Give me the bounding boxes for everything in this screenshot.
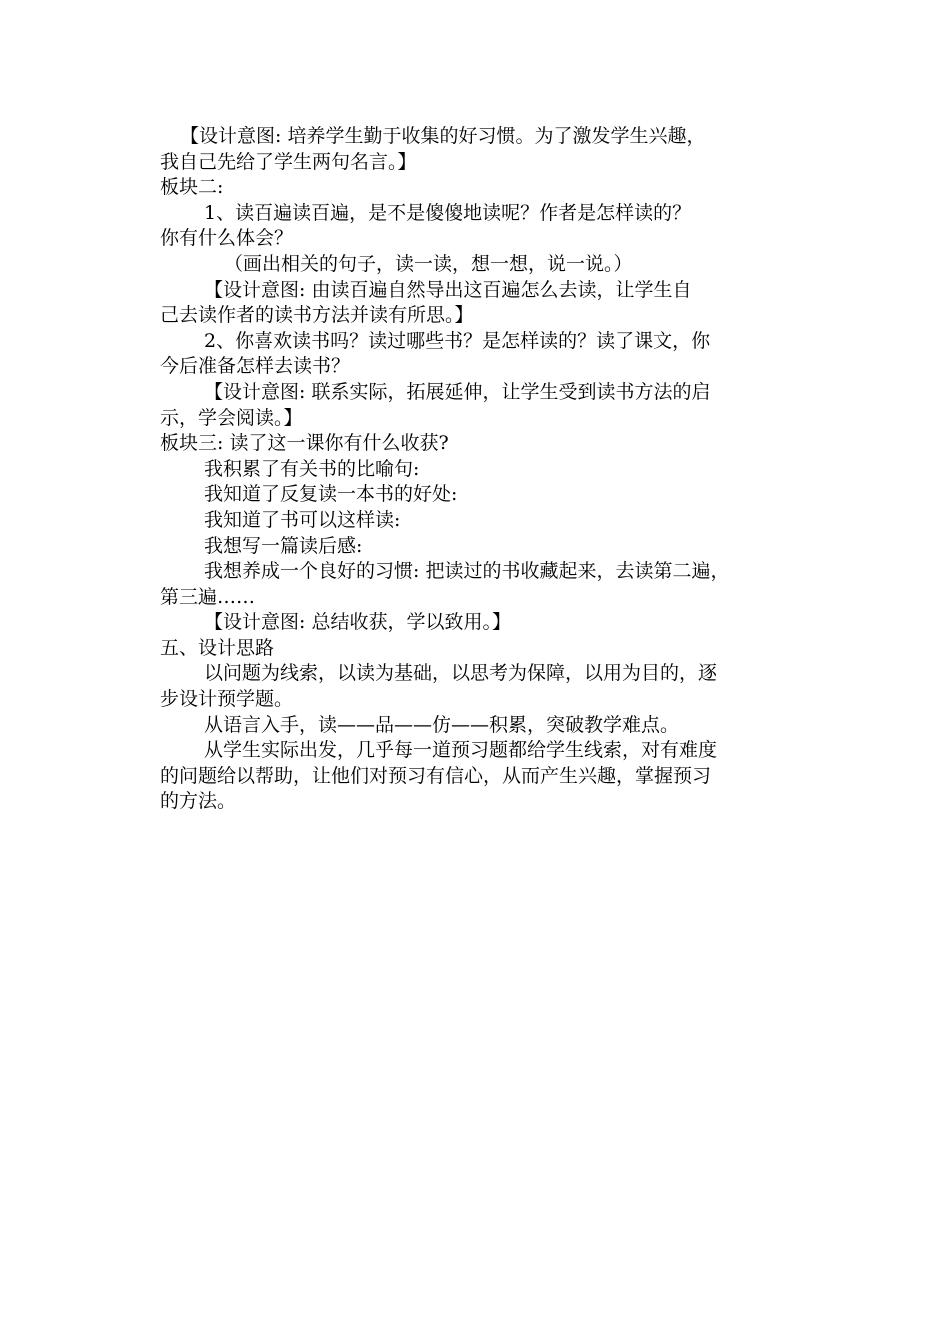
paragraph-line: （画出相关的句子，读一读，想一想，说一说。） bbox=[224, 252, 633, 275]
paragraph-line: 我想养成一个良好的习惯: 把读过的书收藏起来，去读第二遍， bbox=[204, 560, 730, 583]
paragraph-line: 以问题为线索，以读为基础，以思考为保障，以用为目的，逐 bbox=[204, 662, 718, 685]
paragraph-line: 我知道了书可以这样读: bbox=[204, 508, 401, 531]
paragraph-line: 今后准备怎样去读书？ bbox=[160, 355, 351, 378]
paragraph-line: 你有什么体会？ bbox=[160, 227, 294, 250]
paragraph-line: 从学生实际出发，几乎每一道预习题都给学生线索，对有难度 bbox=[204, 739, 718, 762]
section-heading: 板块三: 读了这一课你有什么收获? bbox=[160, 432, 449, 455]
document-body bbox=[160, 124, 800, 815]
paragraph-line: 【设计意图: 联系实际，拓展延伸，让学生受到读书方法的启 bbox=[204, 380, 711, 403]
section-heading: 板块二: bbox=[160, 176, 224, 199]
paragraph-line: 1、读百遍读百遍，是不是傻傻地读呢？作者是怎样读的？ bbox=[204, 201, 692, 224]
paragraph-line: 【设计意图: 培养学生勤于收集的好习惯。为了激发学生兴趣， bbox=[180, 125, 706, 147]
paragraph-line: 从语言入手，读——品——仿——积累，突破教学难点。 bbox=[204, 713, 680, 736]
paragraph-line: 我想写一篇读后感: bbox=[204, 534, 363, 557]
paragraph-line: 我自己先给了学生两句名言。】 bbox=[160, 150, 417, 173]
paragraph-line: 2、你喜欢读书吗？读过哪些书？是怎样读的？读了课文，你 bbox=[204, 329, 711, 352]
paragraph-line: 我积累了有关书的比喻句: bbox=[204, 457, 420, 480]
paragraph-line: 的问题给以帮助，让他们对预习有信心，从而产生兴趣，掌握预习 bbox=[160, 764, 712, 787]
paragraph-line: 第三遍…… bbox=[160, 585, 256, 608]
section-heading: 五、设计思路 bbox=[160, 636, 275, 659]
paragraph-line: 己去读作者的读书方法并读有所思。】 bbox=[160, 304, 474, 327]
paragraph-line: 【设计意图: 由读百遍自然导出这百遍怎么去读，让学生自 bbox=[204, 278, 692, 301]
paragraph-line: 【设计意图: 总结收获，学以致用。】 bbox=[204, 611, 511, 634]
paragraph-line: 我知道了反复读一本书的好处: bbox=[204, 483, 458, 506]
paragraph-line: 步设计预学题。 bbox=[160, 688, 294, 711]
paragraph-line: 的方法。 bbox=[160, 790, 237, 813]
paragraph-line: 示，学会阅读。】 bbox=[160, 406, 303, 429]
